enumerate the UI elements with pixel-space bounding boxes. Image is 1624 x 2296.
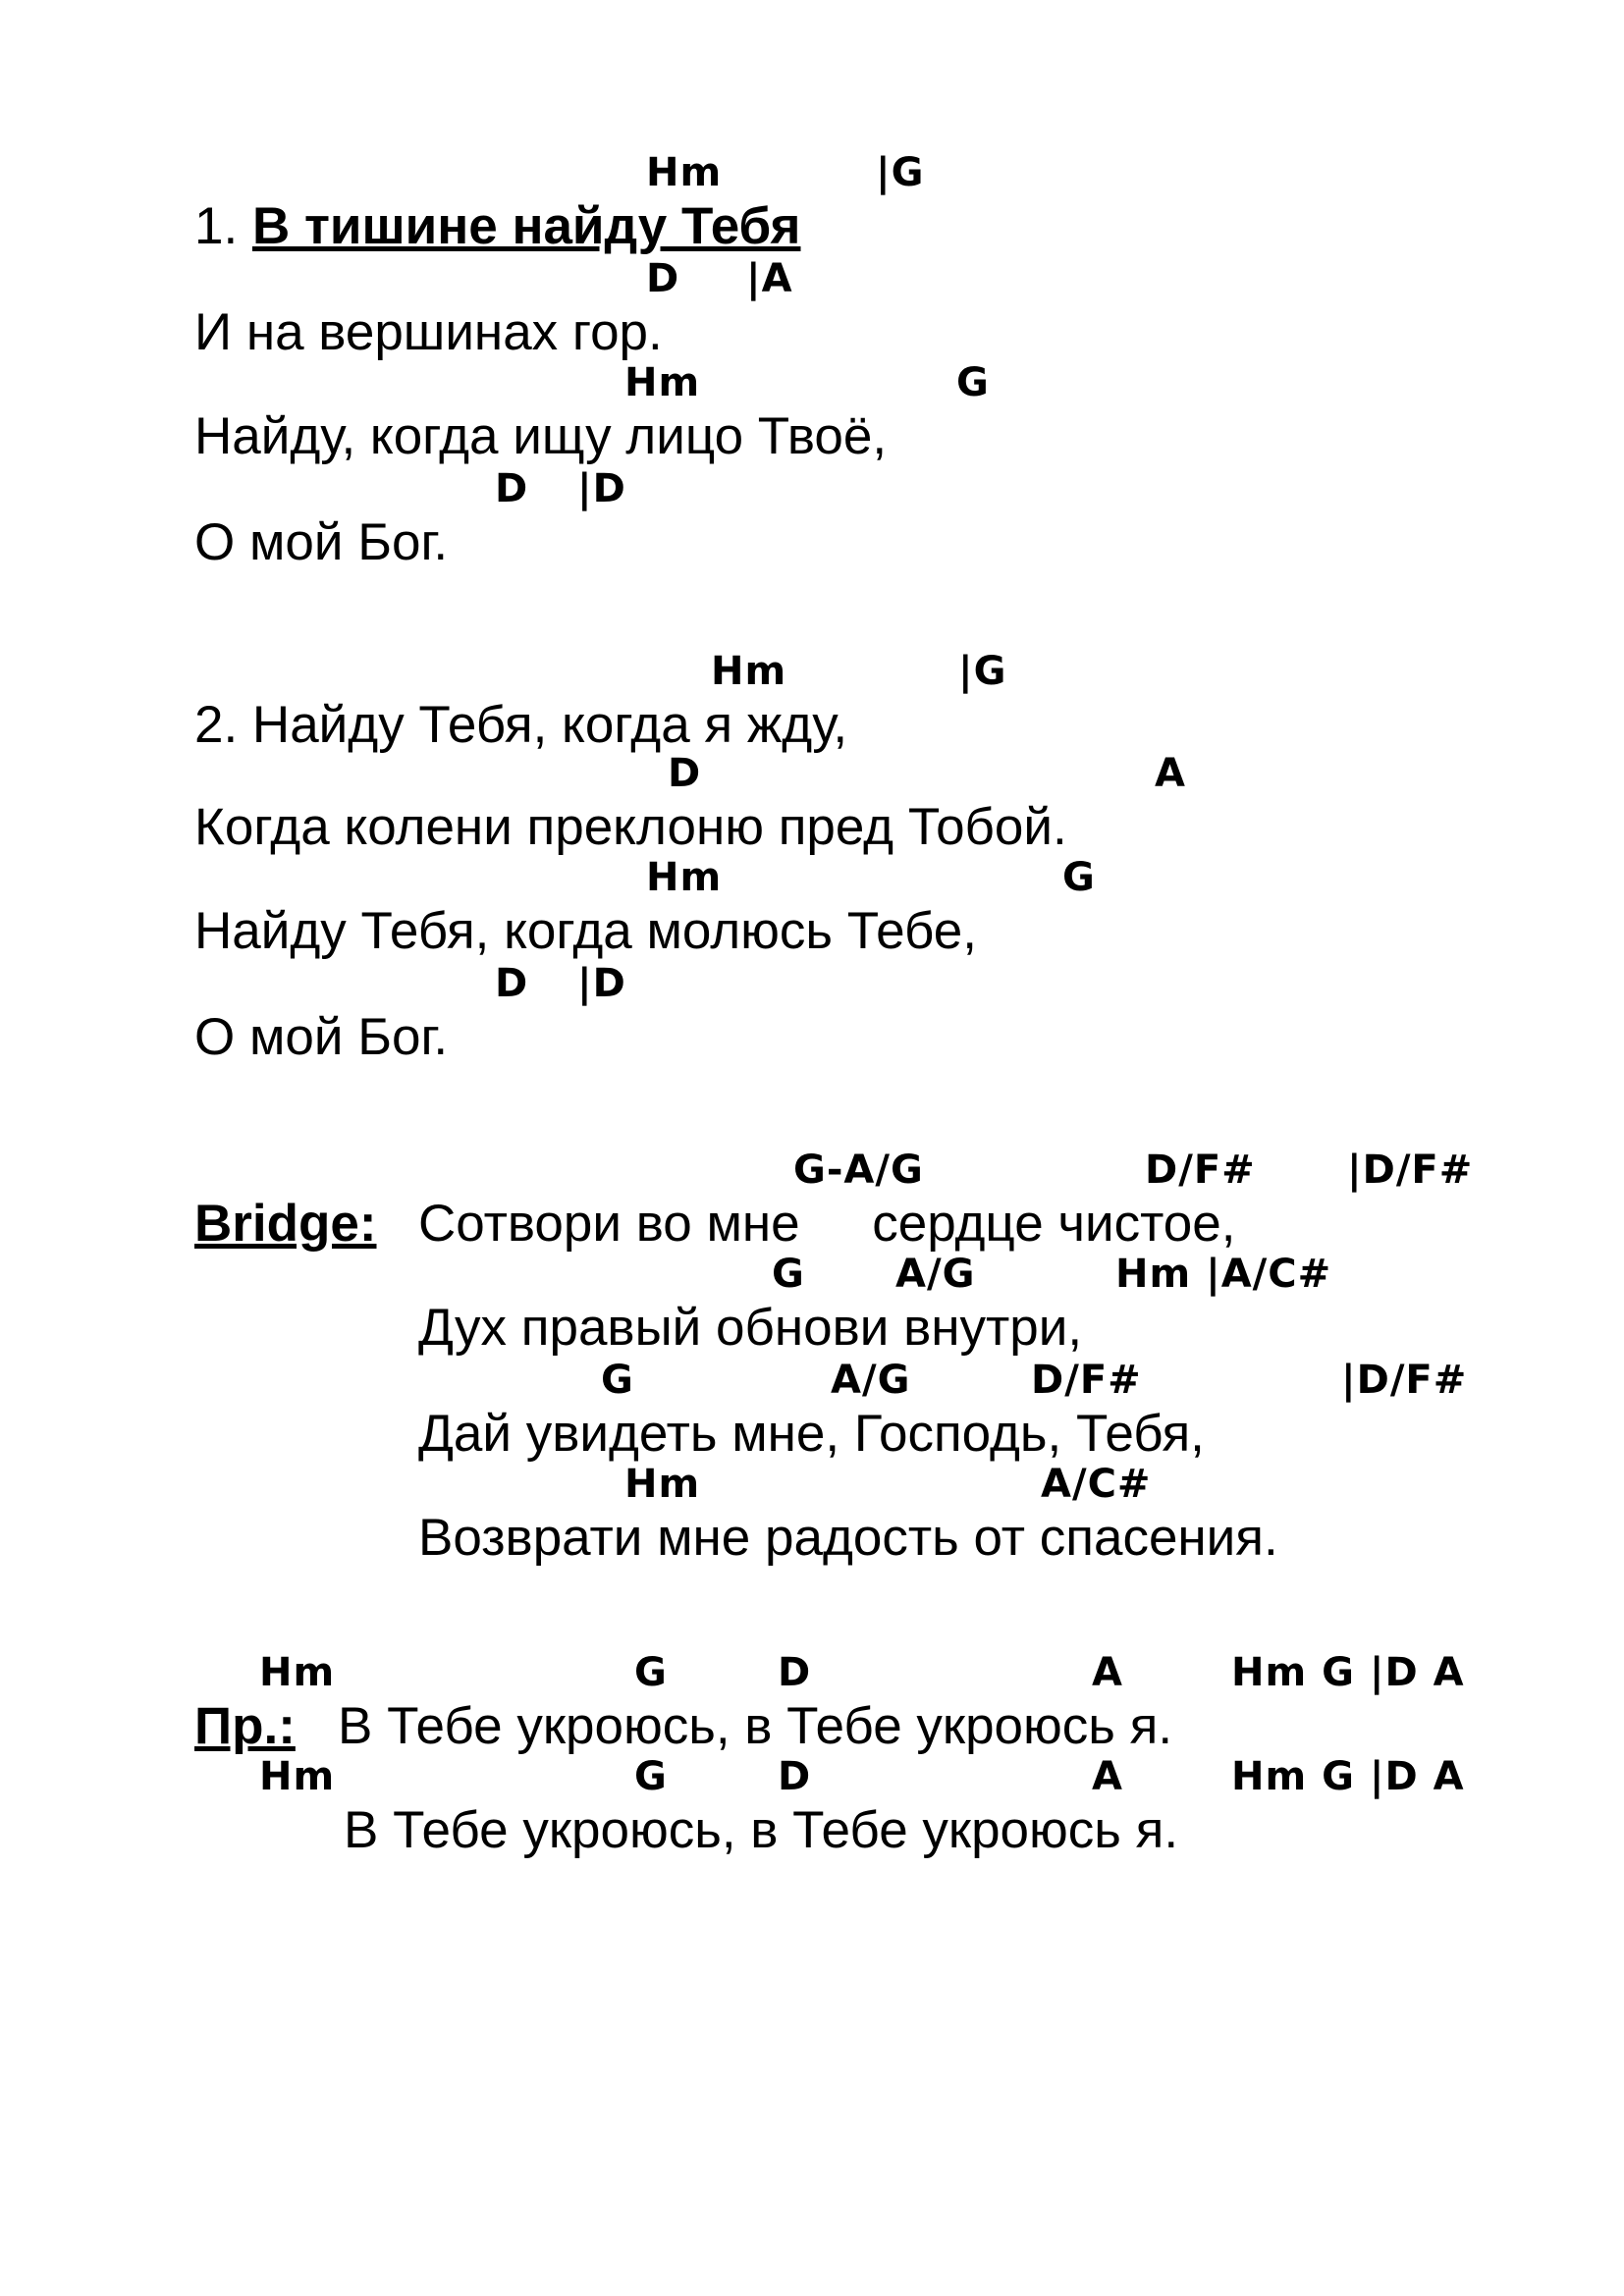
chord: |A	[746, 256, 793, 301]
chord: G-A/G	[793, 1148, 924, 1193]
chord: Hm	[646, 855, 723, 900]
verse-number: 1.	[194, 197, 252, 255]
chord: G	[601, 1358, 634, 1403]
chorus-label: Пр.:	[194, 1697, 296, 1755]
chord: A/C#	[1041, 1462, 1152, 1507]
lyric-line: В Тебе укроюсь, в Тебе укроюсь я.	[344, 1801, 1179, 1859]
chord: D/F#	[1145, 1148, 1256, 1193]
chord: A/G	[895, 1252, 976, 1297]
lyric-line: В Тебе укроюсь, в Тебе укроюсь я.	[338, 1697, 1173, 1755]
chord: |D	[577, 466, 626, 511]
chord: D	[778, 1650, 812, 1695]
chord: |G	[876, 150, 925, 195]
chord: Hm	[259, 1650, 336, 1695]
chord: G	[956, 360, 990, 405]
chord: |G	[958, 649, 1007, 694]
lyric-line: И на вершинах гор.	[194, 303, 663, 361]
lyric-line: Найду Тебя, когда молюсь Тебе,	[194, 902, 977, 960]
lyric-line: Сотвори во мне сердце чистое,	[418, 1195, 1236, 1253]
chord: D	[495, 961, 529, 1006]
chord: |D/F#	[1341, 1358, 1468, 1403]
chord: Hm	[624, 360, 701, 405]
chord: Hm	[646, 150, 723, 195]
lyric-line: Когда колени преклоню пред Тобой.	[194, 798, 1067, 856]
chord: A/G	[831, 1358, 911, 1403]
chord: D	[778, 1754, 812, 1799]
chord: Hm	[259, 1754, 336, 1799]
lyric-line: Дай увидеть мне, Господь, Тебя,	[418, 1405, 1205, 1463]
chord: G	[634, 1650, 668, 1695]
chord: Hm	[711, 649, 787, 694]
lyric-line: Возврати мне радость от спасения.	[418, 1509, 1278, 1567]
lyric-line: О мой Бог.	[194, 513, 449, 571]
chord: D/F#	[1031, 1358, 1142, 1403]
chord: |D/F#	[1347, 1148, 1474, 1193]
chord: Hm	[624, 1462, 701, 1507]
chord: A	[1092, 1650, 1123, 1695]
lyric-line: О мой Бог.	[194, 1008, 449, 1066]
song-title: В тишине найду Тебя	[251, 197, 801, 255]
chord: G	[1062, 855, 1096, 900]
lyric-line: Дух правый обнови внутри,	[418, 1299, 1083, 1357]
chord: Hm G |D A	[1231, 1650, 1465, 1695]
chord: D	[646, 256, 680, 301]
chord: A	[1092, 1754, 1123, 1799]
chord: G	[634, 1754, 668, 1799]
verse1-title-line	[194, 196, 800, 257]
chord: A	[1155, 751, 1186, 796]
chord: Hm |A/C#	[1115, 1252, 1332, 1297]
chord: D	[495, 466, 529, 511]
chord: D	[668, 751, 702, 796]
chord: Hm G |D A	[1231, 1754, 1465, 1799]
chord: G	[772, 1252, 805, 1297]
lyric-line: 2. Найду Тебя, когда я жду,	[194, 696, 848, 754]
bridge-label: Bridge:	[194, 1195, 377, 1253]
chord: |D	[577, 961, 626, 1006]
lyric-line: Найду, когда ищу лицо Твоё,	[194, 407, 888, 465]
